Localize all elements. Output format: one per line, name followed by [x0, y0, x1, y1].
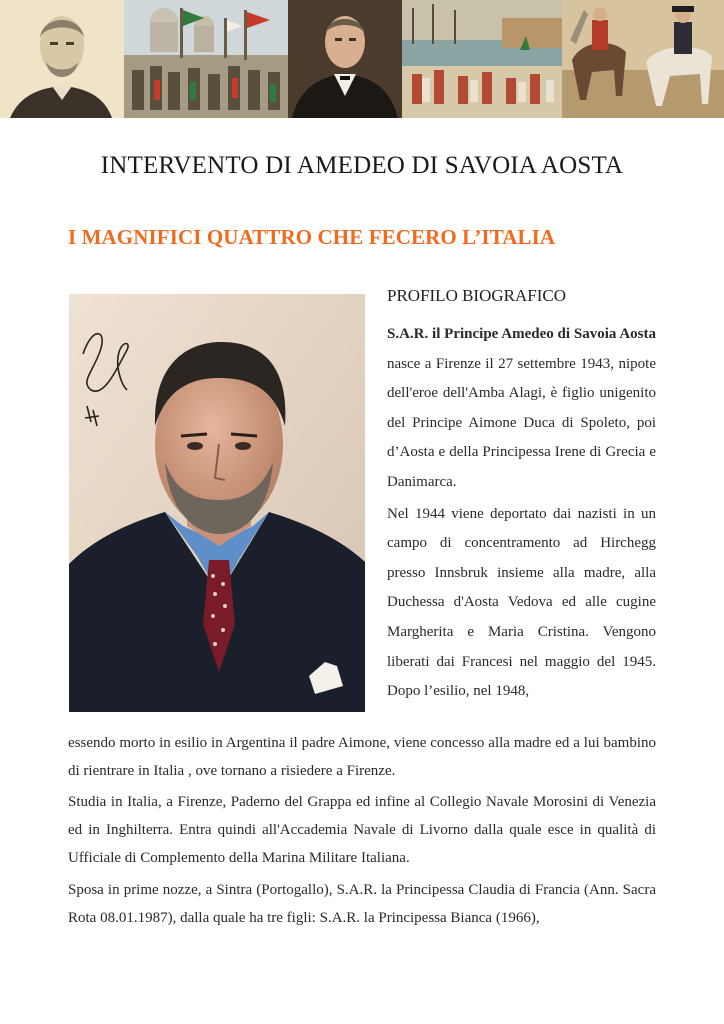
biography-text: nasce a Firenze il 27 settembre 1943, nipote dell'eroe dell'Amba Alagi, è figlio unigenito del Principe Aimone Duca di Spoleto, poi d’Aosta e della Principessa Irene di Grecia e Danimarca.: [387, 355, 656, 490]
section-heading-profile: PROFILO BIOGRAFICO: [387, 286, 566, 305]
biography-paragraph: Nel 1944 viene deportato dai nazisti in un campo di concentramento ad Hirchegg presso Innsbruk insieme alla madre, alla Duchessa d'Aosta Vedova ed alle cugine Margherita e Maria Cristina. Vengono liberati dai Francesi nel maggio del 1945. Dopo l’esilio, nel 1948,: [387, 505, 656, 700]
biography-paragraph-continued: essendo morto in esilio in Argentina il padre Aimone, viene concesso alla madre ed a lui bambino di rientrare in Italia , ove tornano a risiedere a Firenze.: [68, 735, 656, 779]
biography-paragraph: [387, 320, 656, 498]
painting-garibaldi-on-horseback: [562, 0, 724, 118]
subject-name-bold: S.A.R. il Principe Amedeo di Savoia Aosta: [387, 326, 656, 342]
portrait-engraving-giuseppe-mazzini: [0, 0, 124, 118]
biography-paragraph-marriage: Sposa in prime nozze, a Sintra (Portogallo), S.A.R. la Principessa Claudia di Francia (Ann. Sacra Rota 08.01.1987), dalla quale ha tre figli: S.A.R. la Principessa Bianca (1966),: [68, 882, 656, 926]
header-banner: [0, 0, 724, 118]
page-subtitle: I MAGNIFICI QUATTRO CHE FECERO L’ITALIA: [68, 225, 556, 249]
page-title: INTERVENTO DI AMEDEO DI SAVOIA AOSTA: [100, 152, 624, 179]
painting-crowd-with-flags: [124, 0, 288, 118]
painting-landing-of-the-thousand: [402, 0, 562, 118]
portrait-painting-cavour: [288, 0, 402, 118]
biography-column: [387, 320, 656, 707]
portrait-photo-amedeo-di-savoia: [69, 294, 365, 712]
biography-paragraph-education: Studia in Italia, a Firenze, Paderno del Grappa ed infine al Collegio Navale Morosini di Venezia ed in Inghilterra. Entra quindi all'Accademia Navale di Livorno dalla quale esce in qualità di Ufficiale di Complemento della Marina Militare Italiana.: [68, 794, 656, 866]
